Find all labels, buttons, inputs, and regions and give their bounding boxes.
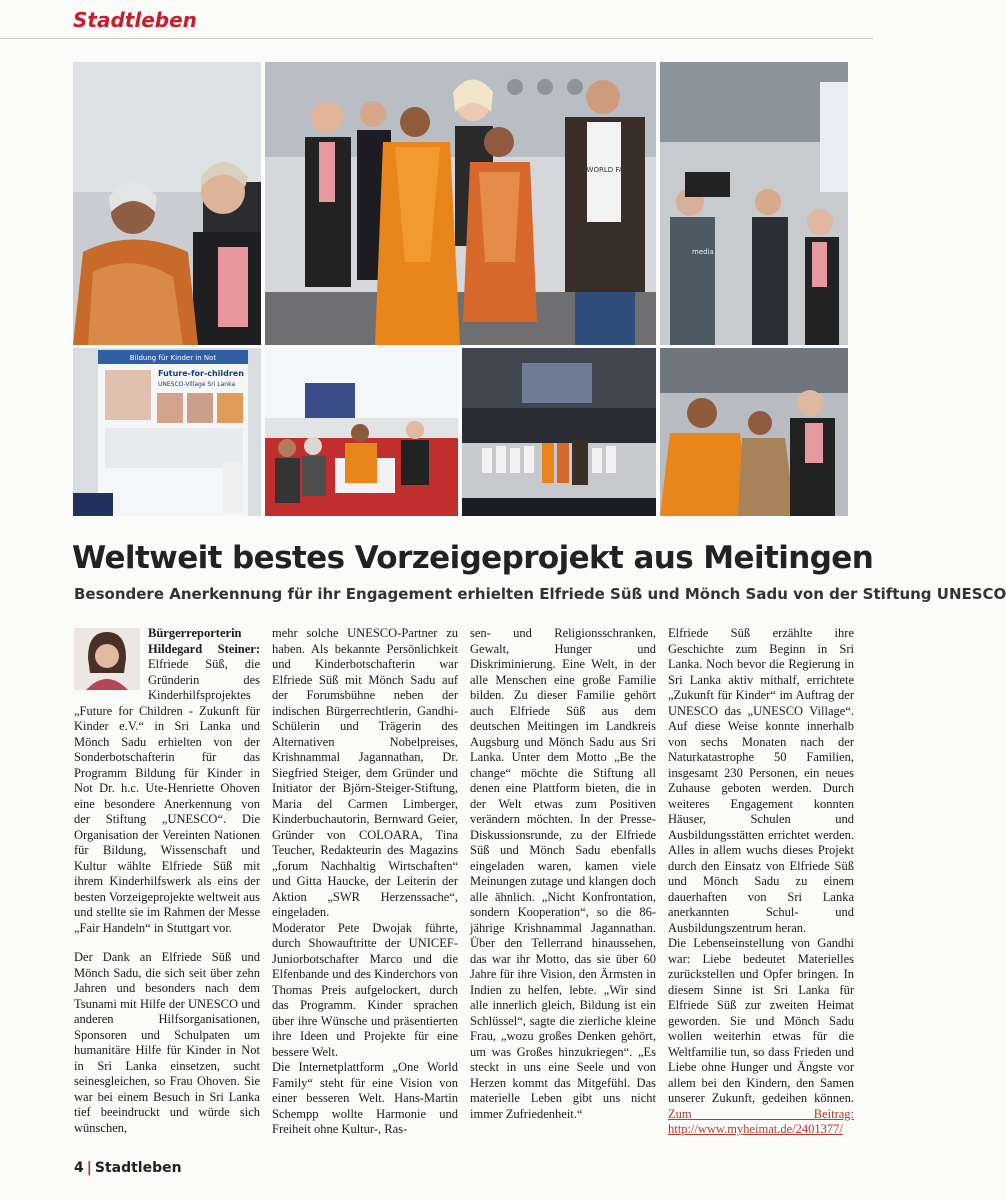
photo-camera-crew <box>660 62 848 345</box>
banner-top-text: Bildung für Kinder in Not <box>129 354 217 362</box>
banner-title: Future-for-children <box>158 369 244 378</box>
article-column-2 <box>272 626 458 1138</box>
col1-paragraph-2: Der Dank an Elfriede Süß und Mönch Sadu, die sich seit über zehn Jahren und besonders nach dem Tsunami mit Hilfe der UNESCO und anderen Hilfsorganisationen, Sponsoren und Schulpaten um humanitäre Hilfe für Kinder in Not in Sri Lanka einsetzen, sucht seinesgleichen, so Frau Ohoven. Sie war bei einem Besuch in Sri Lanka tief beeindruckt und würde sich wünschen, <box>74 950 260 1135</box>
author-portrait <box>74 628 140 690</box>
photo-two-women <box>73 62 261 345</box>
col2-paragraph-3: Die Internetplattform „One World Family“ steht für eine Vision von einer besseren Welt. Hans-Martin Schempp wollte Harmonie und Freiheit ohne Kultur-, Ras- <box>272 1060 458 1136</box>
col1-paragraph-1: Elfriede Süß, die Gründerin des Kinderhilfsprojektes „Future for Children - Zukunft für Kinder e.V.“ in Sri Lanka und Mönch Sadu erhielten von der Sonderbotschafterin für das Programm Bildung für Kinder in Not Dr. h.c. Ute-Henriette Ohoven eine besondere Anerkennung von der Stiftung „UNESCO“. Die Organisation der Vereinten Nationen für Bildung, Wissenschaft und Kultur wählte Elfriede Süß mit ihrem Kinderhilfswerk als eins der besten Vorzeigeprojekte weltweit aus und stellte sie im Rahmen der Messe „Fair Handeln“ in Stuttgart vor. <box>74 657 260 935</box>
photo-monk-seated <box>660 348 848 516</box>
top-divider <box>0 38 873 39</box>
article-link[interactable]: Zum Beitrag: http://www.myheimat.de/2401377/ <box>668 1106 854 1136</box>
col3-paragraph-1: sen- und Religionsschranken, Gewalt, Hunger und Diskriminierung. Eine Welt, in der alle Menschen eine große Familie bilden. Zu dieser Familie gehört auch Elfriede Süß aus dem deutschen Meitingen im Landkreis Augsburg und Mönch Sadu aus Sri Lanka. Unter dem Motto „Be the change“ möchte die Stiftung all denen eine Plattform bieten, die in der Welt etwas zum Positiven verändern möchten. In der Presse-Diskussionsrunde, zu der Elfriede Süß und Mönch Sadu ebenfalls eingeladen waren, kamen viele Meinungen zutage und klangen doch alle ähnlich. „Nicht Konfrontation, sondern Kooperation“, so die 86-jährige Krishnammal Jagannathan. Über den Tellerrand hinaussehen, das war ihr Motto, das sie über 60 Jahre für ihre Vision, den Ärmsten in Indien zu helfen, lebte. „Wir sind alle innerlich gleich, Bildung ist ein Schlüssel“, sagte die zierliche kleine Frau, „wozu großes Denken gehört, um was Großes hinzukriegen“. „Es steckt in uns eine Seele und von Herzen kommt das Mitgefühl. Das materielle Leben gibt uns nicht immer Zufriedenheit.“ <box>470 626 656 1121</box>
page-number: 4 <box>74 1160 84 1176</box>
byline: Bürgerreporterin Hildegard Steiner: <box>148 626 260 656</box>
col2-paragraph-2: Moderator Pete Dwojak führte, durch Showauftritte der UNICEF-Juniorbotschafter Marco und die Elfenbande und des Kinderchors von Thomas Preis aufgelockert, durch das Programm. Kinder sprachen über ihre Wünsche und präsentierten ihre Ideen und Projekte für eine bessere Welt. <box>272 920 458 1059</box>
footer-divider: | <box>86 1160 92 1176</box>
photo-banner-stand <box>73 348 261 516</box>
photo-group-stage <box>265 62 656 345</box>
article-column-4 <box>668 626 854 1138</box>
banner-subtitle: UNESCO-Village Sri Lanka <box>158 381 236 388</box>
media-label: media <box>692 248 714 256</box>
photo-discussion-couch <box>265 348 458 516</box>
section-header: Stadtleben <box>73 8 197 32</box>
page-footer <box>74 1160 182 1176</box>
article-headline: Weltweit bestes Vorzeigeprojekt aus Meitingen <box>72 540 874 576</box>
col2-paragraph-1: mehr solche UNESCO-Partner zu haben. Als bekannte Persönlichkeit und Kinderbotschafterin war Elfriede Süß mit Mönch Sadu auf der Forumsbühne neben der indischen Bürgerrechtlerin, Gandhi-Schülerin und Trägerin des Alternativen Nobelpreises, Krishnammal Jagannathan, Dr. Siegfried Steiger, dem Gründer und Initiator der Björn-Steiger-Stiftung, Maria del Carmen Limberger, Kinderbuchautorin, Bernward Geier, Gründer von COLOARA, Tina Teucher, Redakteurin des Magazins „forum Nachhaltig Wirtschaften“ und Gitta Haucke, der Leiterin der Aktion „SWR Herzenssache“, eingeladen. <box>272 626 458 919</box>
article-column-1 <box>74 626 260 1136</box>
article-column-3 <box>470 626 656 1122</box>
shirt-text: ONE WORLD FAMILY <box>569 166 639 174</box>
photo-children-choir <box>462 348 656 516</box>
col4-paragraph-1: Elfriede Süß erzählte ihre Geschichte zum Beginn in Sri Lanka. Noch bevor die Regierung in Sri Lanka aktiv mithalf, errichtete „Zukunft für Kinder“ im Auftrag der UNESCO das „UNESCO Village“. Auf diese Weise konnte innerhalb von sechs Monaten nach der Naturkatastrophe 50 Familien, insgesamt 230 Personen, ein neues Zuhause geboten werden. Durch weiteres Engagement konnten Häuser, Schulen und Ausbildungsstätten errichtet werden. Alles in allem wuchs dieses Projekt durch den Einsatz von Elfriede Süß und Mönch Sadu zu einem dauerhaften von Sri Lanka anerkannten Schul- und Ausbildungszentrum heran. <box>668 626 854 935</box>
footer-section: Stadtleben <box>94 1160 182 1176</box>
col4-paragraph-2-text: Die Lebenseinstellung von Gandhi war: Liebe bedeutet Materielles zurückstellen und Opfer bringen. In diesem Sinne ist Sri Lanka für Elfriede Süß zur zweiten Heimat geworden. Sie und Mönch Sadu wollen weiterhin etwas für die Weltfamilie tun, so dass Frieden und Liebe ohne Hunger und Ängste vor allem bei den Kindern, den Samen unserer Zukunft, gedeihen können. <box>668 936 854 1105</box>
article-subheadline: Besondere Anerkennung für ihr Engagement erhielten Elfriede Süß und Mönch Sadu von der Stiftung UNESCO <box>74 585 1006 603</box>
col4-paragraph-2 <box>668 936 854 1138</box>
